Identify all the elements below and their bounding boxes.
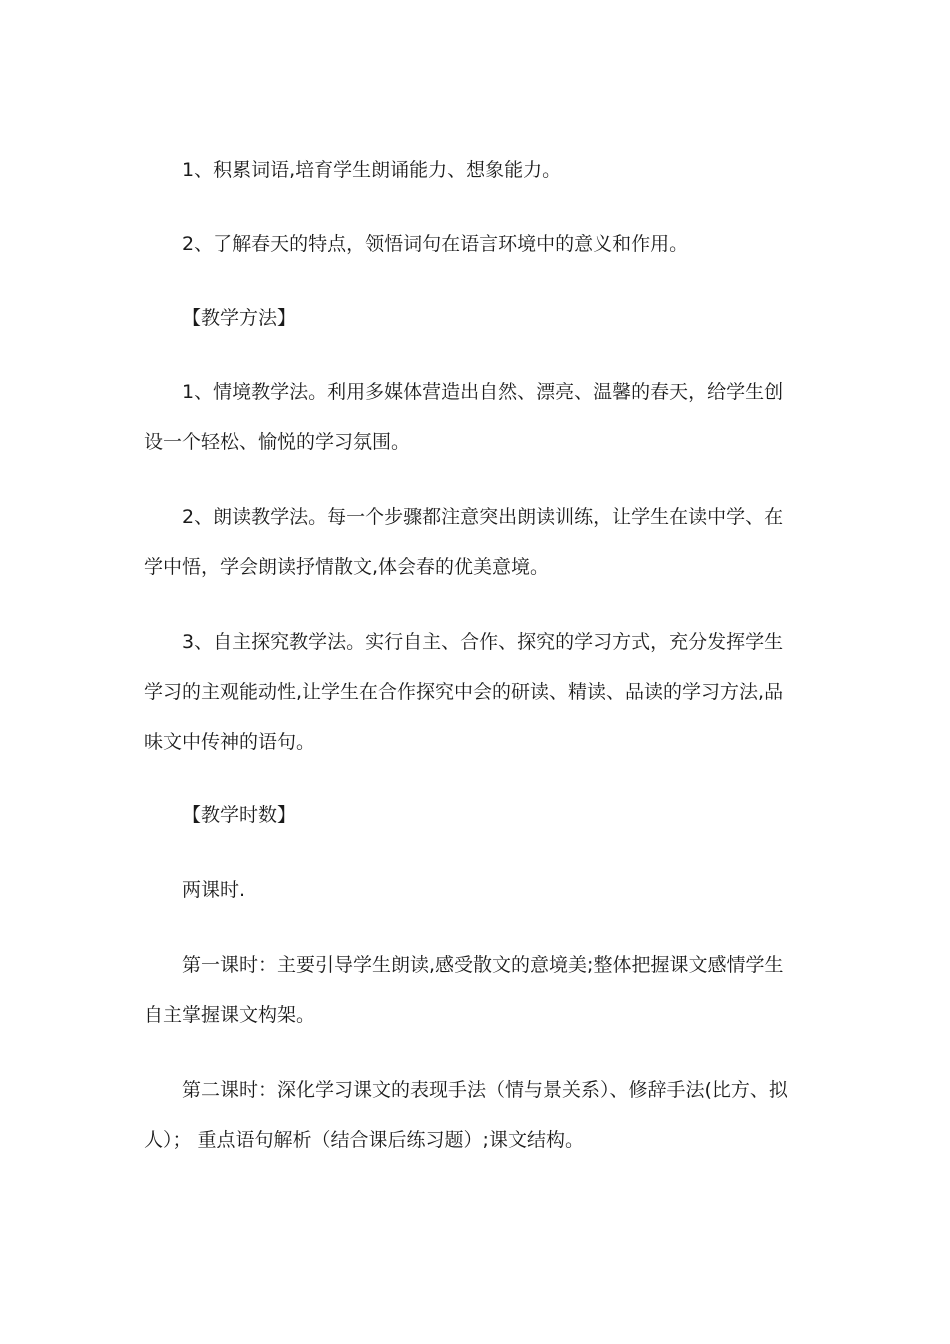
section-heading-teaching-methods: 【教学方法】: [182, 307, 297, 329]
section-heading-class-hours: 【教学时数】: [182, 804, 297, 826]
method-paragraph-1: 1、情境教学法。利用多媒体营造出自然、漂亮、温馨的春天，给学生创设一个轻松、愉悦的学习氛围。: [144, 381, 784, 453]
method-paragraph-3: 3、自主探究教学法。实行自主、合作、探究的学习方式，充分发挥学生学习的主观能动性,让学生在合作探究中会的研读、精读、品读的学习方法,品味文中传神的语句。: [144, 631, 784, 753]
first-lesson-paragraph: 第一课时：主要引导学生朗读,感受散文的意境美;整体把握课文感情学生自主掌握课文构架。: [144, 954, 784, 1026]
objective-paragraph-2: 2、了解春天的特点，领悟词句在语言环境中的意义和作用。: [182, 233, 689, 255]
method-paragraph-2: 2、朗读教学法。每一个步骤都注意突出朗读训练，让学生在读中学、在学中悟，学会朗读抒情散文,体会春的优美意境。: [144, 506, 784, 578]
objective-paragraph-1: 1、积累词语,培育学生朗诵能力、想象能力。: [182, 159, 562, 181]
class-hours-paragraph: 两课时.: [182, 879, 246, 901]
second-lesson-paragraph: 第二课时：深化学习课文的表现手法（情与景关系）、修辞手法(比方、拟人）； 重点语句解析（结合课后练习题）;课文结构。: [144, 1079, 788, 1151]
